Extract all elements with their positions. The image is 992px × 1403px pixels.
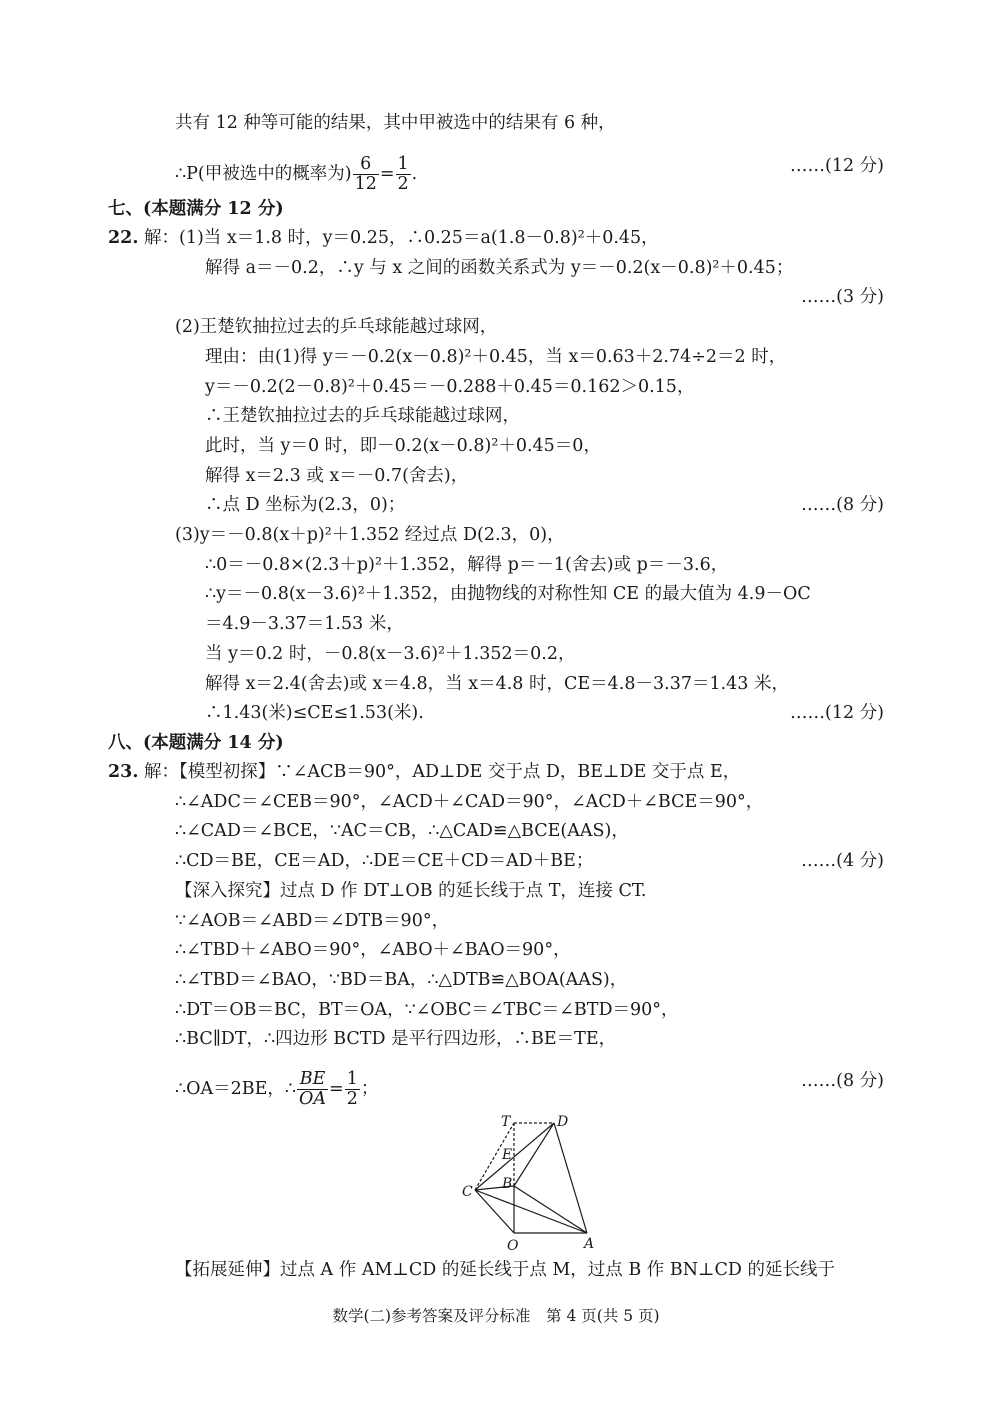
text-line: y＝－0.2(2－0.8)²＋0.45＝－0.288＋0.45＝0.162＞0.15， xyxy=(205,377,695,397)
text-segment: ∴OA＝2BE，∴ xyxy=(175,1079,297,1099)
question-22-line xyxy=(108,227,659,249)
text-line: 理由：由(1)得 y＝－0.2(x－0.8)²＋0.45，当 x＝0.63＋2.74÷2＝2 时， xyxy=(205,347,787,367)
text-line: ∴1.43(米)≤CE≤1.53(米). xyxy=(205,703,424,723)
text-line: ∴点 D 坐标为(2.3，0)； xyxy=(205,495,406,515)
text-line: ∴∠TBD＋∠ABO＝90°，∠ABO＋∠BAO＝90°， xyxy=(175,940,571,960)
text-line: ∴∠CAD＝∠BCE，∵AC＝CB，∴△CAD≌△BCE(AAS)， xyxy=(175,821,629,841)
label-T: T xyxy=(501,1114,511,1130)
section-heading: 八、(本题满分 14 分) xyxy=(108,733,284,753)
label-D: D xyxy=(557,1114,569,1130)
geometry-figure xyxy=(455,1108,605,1253)
fraction xyxy=(353,155,379,194)
denominator: 2 xyxy=(397,174,409,194)
text-segment: ∴P(甲被选中的概率为) xyxy=(175,164,352,184)
text-line: 此时，当 y＝0 时，即－0.2(x－0.8)²＋0.45＝0， xyxy=(205,436,601,456)
segment-BD xyxy=(514,1123,554,1186)
label-B: B xyxy=(502,1176,513,1192)
numerator: 6 xyxy=(353,155,379,175)
probability-line xyxy=(175,155,417,194)
score-marker: ……(8 分) xyxy=(801,1071,884,1091)
text-segment: ； xyxy=(360,1079,379,1099)
text-segment: 解：【模型初探】∵∠ACB＝90°，AD⊥DE 交于点 D，BE⊥DE 交于点 E， xyxy=(138,762,741,782)
text-line: ∴∠ADC＝∠CEB＝90°，∠ACD＋∠CAD＝90°，∠ACD＋∠BCE＝90°， xyxy=(175,792,764,812)
text-line: (3)y＝－0.8(x＋p)²＋1.352 经过点 D(2.3，0)， xyxy=(175,525,565,545)
text-line: 当 y＝0.2 时，－0.8(x－3.6)²＋1.352＝0.2， xyxy=(205,644,576,664)
text-segment: = xyxy=(379,164,395,184)
question-number: 23. xyxy=(108,762,139,782)
score-marker: ……(4 分) xyxy=(801,851,884,871)
question-number: 22. xyxy=(108,228,139,248)
text-line: 解得 x＝2.4(舍去)或 x＝4.8，当 x＝4.8 时，CE＝4.8－3.37＝1.43 米， xyxy=(205,674,789,694)
label-E: E xyxy=(502,1147,513,1163)
fraction xyxy=(297,1070,328,1109)
text-line: 共有 12 种等可能的结果，其中甲被选中的结果有 6 种， xyxy=(175,113,616,133)
numerator: BE xyxy=(297,1070,328,1090)
question-23-line xyxy=(108,761,740,783)
page-footer: 数学(二)参考答案及评分标准 第 4 页(共 5 页) xyxy=(332,1307,660,1325)
text-line: ∴BC∥DT，∴四边形 BCTD 是平行四边形，∴BE＝TE， xyxy=(175,1029,617,1049)
denominator: OA xyxy=(299,1089,327,1109)
label-C: C xyxy=(462,1184,473,1200)
ratio-line xyxy=(175,1070,378,1109)
text-line: ∴王楚钦抽拉过去的乒乓球能越过球网， xyxy=(205,406,520,426)
text-line: (2)王楚钦抽拉过去的乒乓球能越过球网， xyxy=(175,317,498,337)
fraction xyxy=(345,1070,360,1109)
text-line: ∴CD＝BE，CE＝AD，∴DE＝CE＋CD＝AD＋BE； xyxy=(175,851,594,871)
text-line: 【拓展延伸】过点 A 作 AM⊥CD 的延长线于点 M，过点 B 作 BN⊥CD 的延长线于 xyxy=(175,1260,835,1280)
text-line: 解得 x＝2.3 或 x＝－0.7(舍去)， xyxy=(205,466,469,486)
label-O: O xyxy=(507,1238,519,1253)
text-segment: . xyxy=(411,164,418,184)
text-line: 【深入探究】过点 D 作 DT⊥OB 的延长线于点 T，连接 CT. xyxy=(175,881,647,901)
numerator: 1 xyxy=(397,154,409,174)
segment-DA xyxy=(554,1123,587,1233)
segment-CO xyxy=(475,1190,514,1233)
numerator: 1 xyxy=(346,1069,358,1089)
score-marker: ……(3 分) xyxy=(801,287,884,307)
fraction xyxy=(396,155,411,194)
score-marker: ……(8 分) xyxy=(801,495,884,515)
text-segment: = xyxy=(329,1079,344,1099)
text-segment: 解：(1)当 x＝1.8 时，y＝0.25，∴0.25＝a(1.8－0.8)²＋0.45， xyxy=(138,228,659,248)
denominator: 12 xyxy=(354,174,377,194)
label-A: A xyxy=(584,1236,595,1252)
score-marker: ……(12 分) xyxy=(790,156,884,176)
text-line: ∵∠AOB＝∠ABD＝∠DTB＝90°， xyxy=(175,911,450,931)
text-line: ∴∠TBD＝∠BAO，∵BD＝BA，∴△DTB≌△BOA(AAS)， xyxy=(175,970,628,990)
text-line: ∴y＝－0.8(x－3.6)²＋1.352，由抛物线的对称性知 CE 的最大值为 4.9－OC xyxy=(205,584,811,604)
section-heading: 七、(本题满分 12 分) xyxy=(108,199,284,219)
text-line: 解得 a＝－0.2，∴y 与 x 之间的函数关系式为 y＝－0.2(x－0.8)²＋0.45； xyxy=(205,258,794,278)
text-line: ＝4.9－3.37＝1.53 米， xyxy=(205,614,404,634)
score-marker: ……(12 分) xyxy=(790,703,884,723)
text-line: ∴DT＝OB＝BC，BT＝OA，∵∠OBC＝∠TBC＝∠BTD＝90°， xyxy=(175,1000,679,1020)
denominator: 2 xyxy=(346,1089,358,1109)
text-line: ∴0＝－0.8×(2.3＋p)²＋1.352，解得 p＝－1(舍去)或 p＝－3.6， xyxy=(205,555,729,575)
